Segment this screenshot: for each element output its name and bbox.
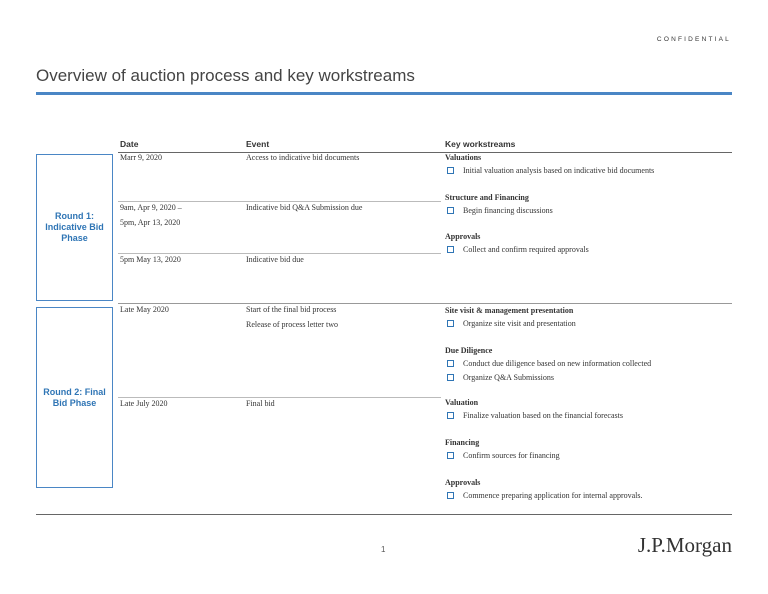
list-item: Organize Q&A Submissions <box>447 373 554 382</box>
list-item: Commence preparing application for internal approvals. <box>447 491 643 500</box>
round2-ws-site-visit-heading: Site visit & management presentation <box>445 306 574 315</box>
bullet-icon <box>447 374 454 381</box>
round2-ws-valuation-heading: Valuation <box>445 398 479 407</box>
round1-row3-event: Indicative bid due <box>246 255 304 264</box>
bullet-icon <box>447 452 454 459</box>
round1-ws-structure-heading: Structure and Financing <box>445 193 529 202</box>
jpmorgan-logo: J.P.Morgan <box>637 533 732 557</box>
bullet-icon <box>447 412 454 419</box>
page-title: Overview of auction process and key workstreams <box>36 66 415 85</box>
round1-row1-date: Marr 9, 2020 <box>120 153 162 162</box>
footer-rule <box>36 514 732 515</box>
bullet-icon <box>447 167 454 174</box>
round2-phase-label: Round 2: Final Bid Phase <box>43 386 106 408</box>
list-item: Conduct due diligence based on new information collected <box>447 359 651 368</box>
header-date: Date <box>120 139 139 149</box>
round2-phase-box <box>36 307 113 488</box>
round1-row2-event: Indicative bid Q&A Submission due <box>246 203 363 212</box>
round1-row1-event: Access to indicative bid documents <box>246 153 360 162</box>
round2-ws-due-diligence-heading: Due Diligence <box>445 346 493 355</box>
header-divider <box>118 152 732 153</box>
round1-row2-date: 9am, Apr 9, 2020 – <box>120 203 182 212</box>
bullet-icon <box>447 492 454 499</box>
round2-row2-event: Final bid <box>246 399 275 408</box>
round1-phase-label: Round 1: Indicative Bid Phase <box>45 211 104 243</box>
round2-ws-approvals-heading: Approvals <box>445 478 481 487</box>
list-item: Collect and confirm required approvals <box>447 245 589 254</box>
page-number: 1 <box>381 545 386 554</box>
title-rule <box>36 92 732 95</box>
round1-row3-date: 5pm May 13, 2020 <box>120 255 181 264</box>
round2-ws-financing-heading: Financing <box>445 438 480 447</box>
list-item: Initial valuation analysis based on indicative bid documents <box>447 166 654 175</box>
confidential-label: CONFIDENTIAL <box>656 36 731 43</box>
round1-ws-valuations-heading: Valuations <box>445 153 482 162</box>
list-item: Confirm sources for financing <box>447 451 560 460</box>
bullet-icon <box>447 207 454 214</box>
list-item: Finalize valuation based on the financial forecasts <box>447 411 623 420</box>
round2-row1-date: Late May 2020 <box>120 305 169 314</box>
section-divider <box>118 303 732 304</box>
bullet-icon <box>447 360 454 367</box>
bullet-icon <box>447 320 454 327</box>
round2-row2-date: Late July 2020 <box>120 399 168 408</box>
round1-ws-approvals-heading: Approvals <box>445 232 481 241</box>
round1-phase-box <box>36 154 113 301</box>
row-divider <box>118 253 441 254</box>
header-workstreams: Key workstreams <box>445 139 516 149</box>
row-divider <box>118 397 441 398</box>
row-divider <box>118 201 441 202</box>
bullet-icon <box>447 246 454 253</box>
list-item: Organize site visit and presentation <box>447 319 576 328</box>
list-item: Begin financing discussions <box>447 206 553 215</box>
header-event: Event <box>246 139 270 149</box>
round2-row1-event: Start of the final bid process <box>246 305 337 314</box>
round1-row2-date-end: 5pm, Apr 13, 2020 <box>120 218 181 227</box>
round2-row1-event2: Release of process letter two <box>246 320 338 329</box>
